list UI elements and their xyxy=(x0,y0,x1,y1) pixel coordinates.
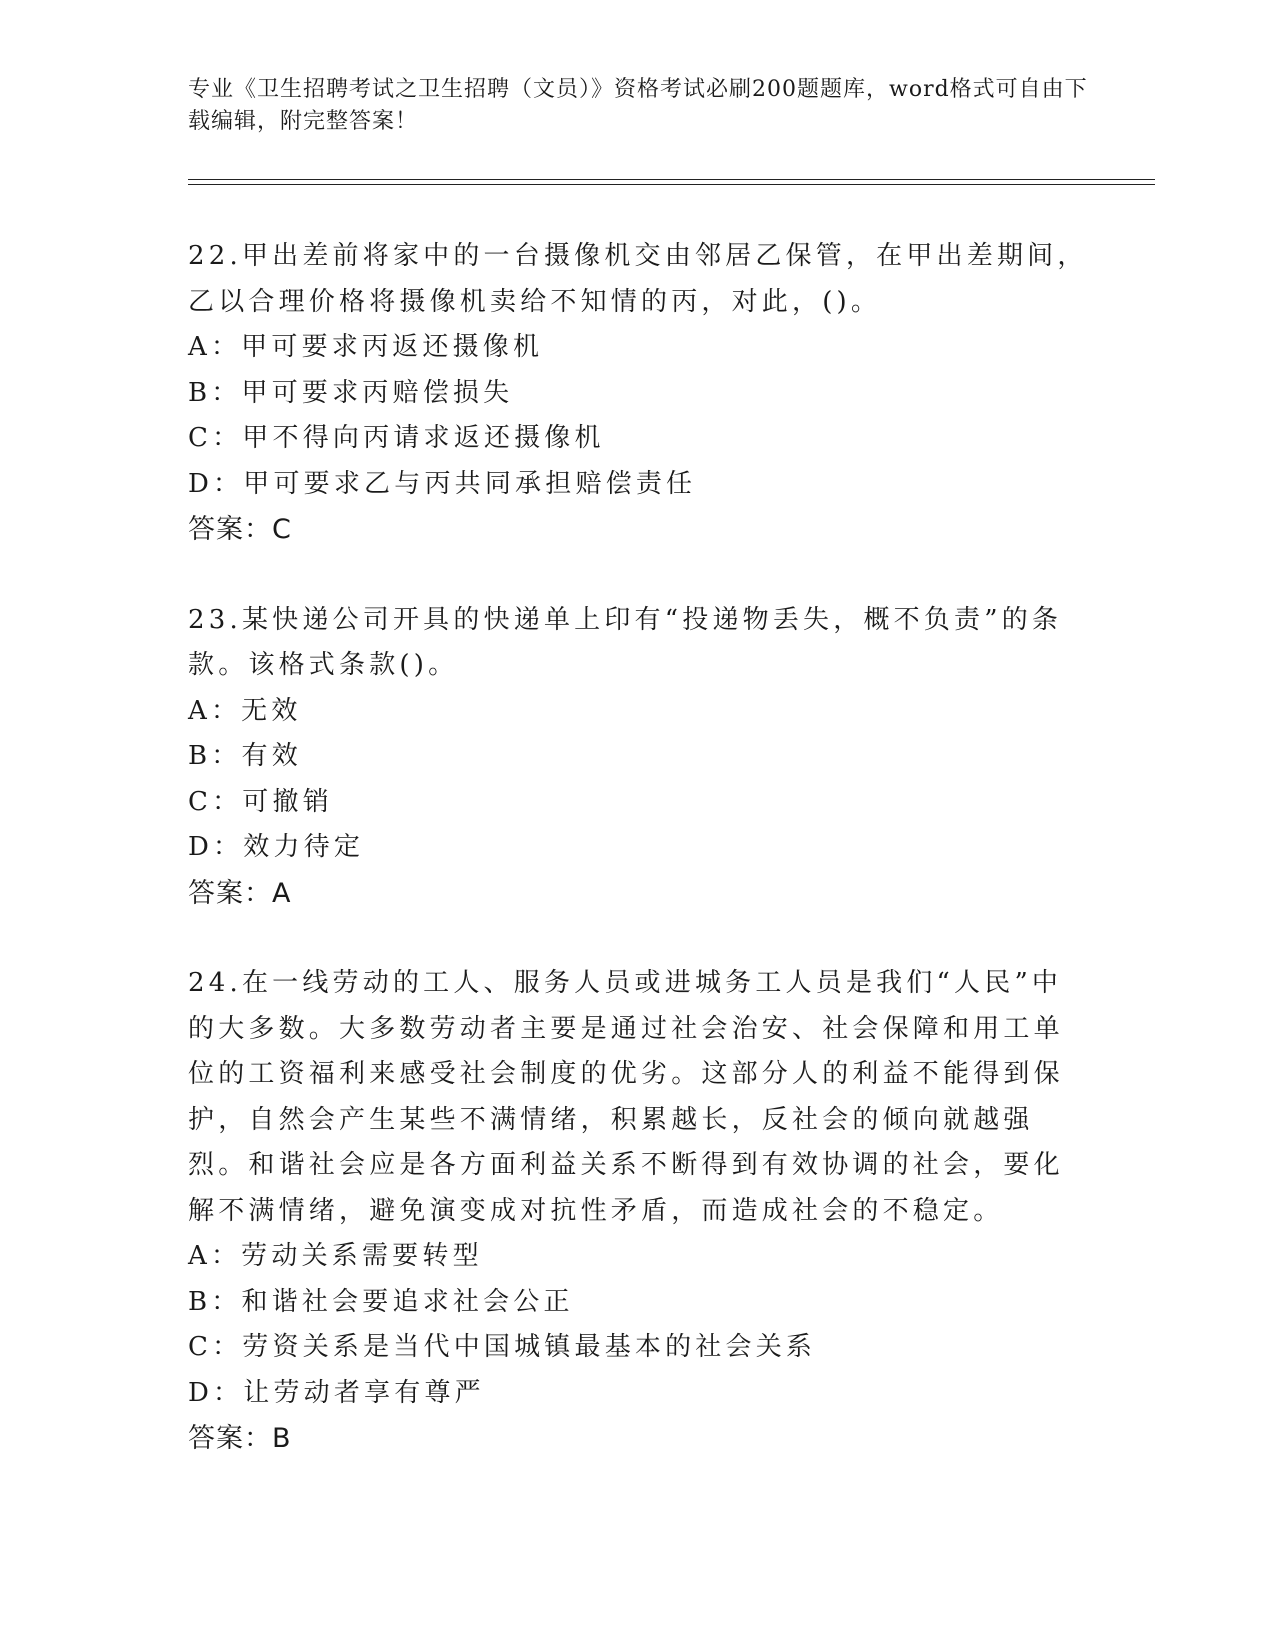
answer: 答案：B xyxy=(188,1423,292,1454)
option-a: A：无效 xyxy=(188,695,302,726)
option-d: D：效力待定 xyxy=(188,832,365,862)
question-24 xyxy=(188,961,1088,1462)
option-c: C：劳资关系是当代中国城镇最基本的社会关系 xyxy=(188,1332,817,1362)
answer: 答案：A xyxy=(188,877,292,909)
question-22 xyxy=(188,234,1088,553)
option-a: A：劳动关系需要转型 xyxy=(188,1241,483,1271)
header-divider-bottom xyxy=(188,184,1155,185)
option-d: D：甲可要求乙与丙共同承担赔偿责任 xyxy=(188,468,697,499)
option-c: C：甲不得向丙请求返还摄像机 xyxy=(188,423,605,453)
question-list xyxy=(188,234,1088,1507)
answer: 答案：C xyxy=(188,514,292,545)
question-text: 22.甲出差前将家中的一台摄像机交由邻居乙保管，在甲出差期间，乙以合理价格将摄像机卖给不知情的丙，对此，()。 xyxy=(188,241,1088,317)
question-text: 24.在一线劳动的工人、服务人员或进城务工人员是我们“人民”中的大多数。大多数劳动者主要是通过社会治安、社会保障和用工单位的工资福利来感受社会制度的优劣。这部分人的利益不能得到保护，自然会产生某些不满情绪，积累越长，反社会的倾向就越强烈。和谐社会应是各方面利益关系不断得到有效协调的社会，要化解不满情绪，避免演变成对抗性矛盾，而造成社会的不稳定。 xyxy=(188,968,1064,1226)
question-23 xyxy=(188,598,1088,917)
document-header: 专业《卫生招聘考试之卫生招聘（文员）》资格考试必刷200题题库，word格式可自由下载编辑，附完整答案！ xyxy=(188,77,1088,134)
option-c: C：可撤销 xyxy=(188,786,333,817)
option-b: B：有效 xyxy=(188,741,302,771)
option-a: A：甲可要求丙返还摄像机 xyxy=(188,332,544,362)
option-b: B：甲可要求丙赔偿损失 xyxy=(188,377,514,408)
option-b: B：和谐社会要追求社会公正 xyxy=(188,1286,574,1317)
question-text: 23.某快递公司开具的快递单上印有“投递物丢失，概不负责”的条款。该格式条款()。 xyxy=(188,604,1063,680)
header-divider-top xyxy=(188,179,1155,180)
option-d: D：让劳动者享有尊严 xyxy=(188,1377,485,1408)
